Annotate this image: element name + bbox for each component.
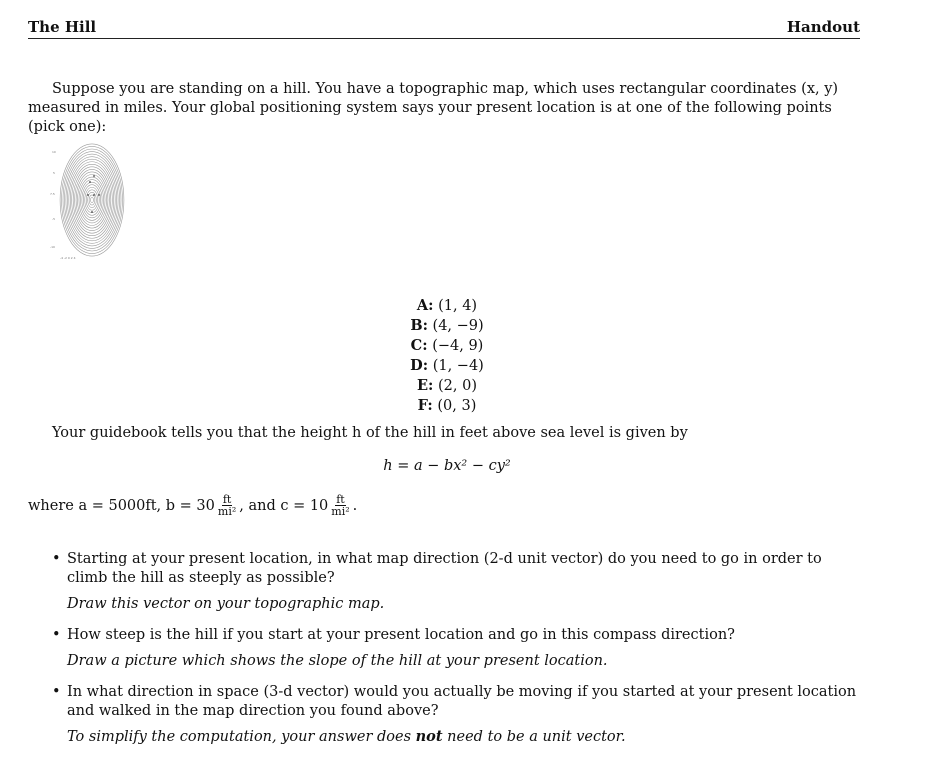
svg-text:5: 5 — [53, 171, 55, 175]
unit-fraction-b: $\frac{ft}{\text{mi²}}$ — [217, 493, 237, 518]
constants-line: where a = 5000ft, b = 30 $\frac{ft}{\text{mi²}}$ , and c = 10 $\frac{ft}{\text{mi²}}$ . — [28, 493, 358, 518]
option-d: D: (1, −4) — [410, 357, 484, 374]
option-f: F: (0, 3) — [417, 397, 477, 414]
unit-fraction-c: $\frac{ft}{\text{mi²}}$ — [331, 493, 350, 518]
question-item: • In what direction in space (3-d vector) would you actually be moving if you started at your present location and walked in the map direction you found above? To simplify the computation, your answer does not need to be a unit vector. — [52, 684, 857, 745]
header-title: The Hill — [28, 18, 97, 36]
location-options — [0, 296, 894, 416]
option-e: E: (2, 0) — [417, 377, 477, 394]
question-item: • Starting at your present location, in what map direction (2-d unit vector) do you need to go in order to climb the hill as steeply as possible? Draw this vector on your topographic map. — [52, 551, 822, 612]
header-doc-type: Handout — [786, 18, 860, 36]
height-formula: h = a − bx² − cy² — [383, 458, 511, 474]
svg-text:-10: -10 — [50, 245, 55, 249]
svg-text:7.5: 7.5 — [50, 192, 55, 196]
intro-paragraph: Suppose you are standing on a hill. You have a topographic map, which uses rectangular coordinates (x, y) measured in miles. Your global positioning system says your present location is at one of the following points (pick one): — [28, 81, 839, 135]
topographic-map-icon — [42, 138, 128, 262]
svg-text:10: 10 — [52, 150, 56, 154]
question-item: • How steep is the hill if you start at your present location and go in this compass direction? Draw a picture which shows the slope of the hill at your present location. — [52, 627, 735, 669]
option-a: A: (1, 4) — [416, 297, 478, 314]
option-c: C: (−4, 9) — [410, 337, 484, 354]
question-list — [52, 550, 860, 759]
option-b: B: (4, −9) — [410, 317, 484, 334]
guidebook-text: Your guidebook tells you that the height h of the hill in feet above sea level is given by — [52, 425, 688, 441]
svg-text:-5: -5 — [52, 217, 55, 221]
svg-text:-4 -2 0 2 4: -4 -2 0 2 4 — [60, 256, 76, 260]
page-header — [28, 18, 860, 39]
